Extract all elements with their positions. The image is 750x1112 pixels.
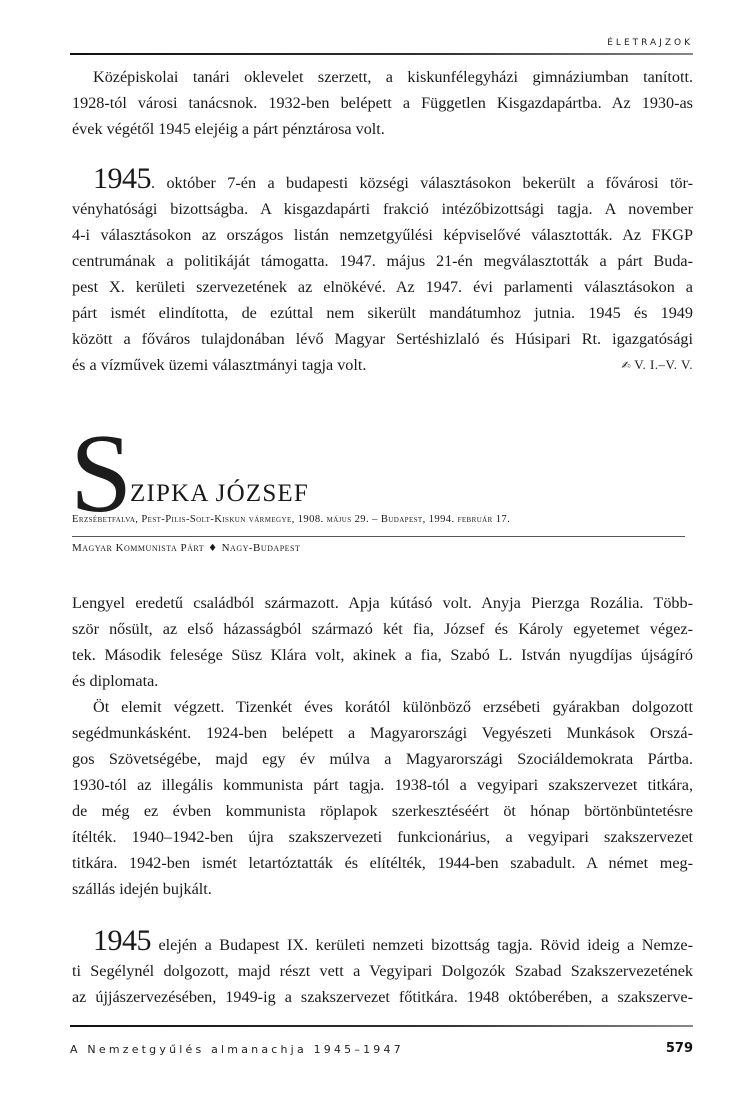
diamond-icon: ♦ (208, 543, 218, 554)
footer-book-title: A Nemzetgyűlés almanachja 1945–1947 (70, 1043, 404, 1056)
top-rule (70, 53, 693, 55)
running-head: ÉLETRAJZOK (607, 38, 693, 48)
party-name: Magyar Kommunista Párt (72, 542, 205, 554)
entry-paragraph-1: Lengyel eredetű családból származott. Apja kútásó volt. Anyja Pierzga Rozália. Több- ször nősült, az első házasságból származó két fia, József és Károly egyetemet végez- tek. Második felesége Süsz Klára volt, akinek a fia, Szabó L. István nyugdíjas újságíró és diplomata. (72, 594, 693, 690)
page-number: 579 (665, 1041, 693, 1056)
year-lead-line: 1945 elején a Budapest IX. kerületi nemzeti bizottság tagja. Rövid ideig a Nemze- (93, 924, 693, 957)
entry-name: ZIPKA JÓZSEF (130, 480, 310, 507)
heading-rule (72, 536, 685, 537)
pen-writing-icon: ✍ (621, 359, 632, 372)
previous-entry-paragraph-2: 1945. október 7-én a budapesti községi választásokon bekerült a fővárosi tör- vényhatósági bizottságba. A kisgazdapárti frakció intézőbizottsági tagja. A november 4-i választásokon az országos listán nemzetgyűlési képviselővé választották. Az FKGP centrumának a politikáját támogatta. 1947. május 21-én megválasztották a párt Buda- pest X. kerületi szervezetének az elnökévé. Az 1947. évi parlamenti választásokon a párt ismét elindította, de ezúttal nem sikerült mandátumhoz jutnia. 1945 és 1949 között a főváros tulajdonában lévő Magyar Sertéshizlaló és Húsipari Rt. igazgatósági és a vízművek üzemi választmányi tagja volt. ✍ V. I.–V. V. (72, 166, 693, 379)
entry-paragraph-2: Öt elemit végzett. Tizenkét éves korától különböző erzsébeti gyárakban dolgozott segédmunkásként. 1924-ben belépett a Magyarországi Vegyészeti Munkások Orszá- gos Szövetségébe, majd egy év múlva a Magyarországi Szociáldemokrata Pártba. 1930-tól az illegális kommunista párt tagja. 1938-tól a vegyipari szakszervezet titkára, de még ez évben kommunista röplapok szerkesztéséért öt hónap börtönbüntetésre ítélték. 1940–1942-ben újra szakszervezeti funkcionárius, a vegyipari szakszervezet titkára. 1942-ben ismét letartóztatták és elítélték, 1944-ben szabadult. A német meg- szállás idején bujkált. (72, 698, 693, 898)
book-page (72, 0, 693, 1112)
entry-paragraph-3: 1945 elején a Budapest IX. kerületi nemzeti bizottság tagja. Rövid ideig a Nemze- ti Segélynél dolgozott, majd részt vett a Vegyipari Dolgozók Szabad Szakszervezetének az újjászervezésében, 1949-ig a szakszervezet főtitkára. 1948 októberében, a szakszerve- (72, 924, 693, 1006)
previous-entry-paragraph-1: Középiskolai tanári oklevelet szerzett, a kiskunfélegyházi gimnáziumban tanított. 1928-tól városi tanácsnok. 1932-ben belépett a Független Kisgazdapártba. Az 1930-as évek végétől 1945 elejéig a párt pénztárosa volt. (72, 68, 693, 138)
birth-death-line: Erzsébetfalva, Pest-Pilis-Solt-Kiskun vármegye, 1908. május 29. – Budapest, 1994. február 17. (72, 514, 511, 525)
constituency: Nagy-Budapest (221, 542, 301, 554)
party-line (72, 542, 300, 554)
year-lead-line: 1945. október 7-én a budapesti községi választásokon bekerült a fővárosi tör- (93, 162, 693, 195)
author-signature: ✍ V. I.–V. V. (621, 357, 693, 372)
year-lead: 1945 (93, 924, 151, 957)
bottom-rule (70, 1025, 693, 1027)
drop-cap-initial: S (70, 412, 133, 536)
year-lead: 1945 (93, 162, 151, 195)
